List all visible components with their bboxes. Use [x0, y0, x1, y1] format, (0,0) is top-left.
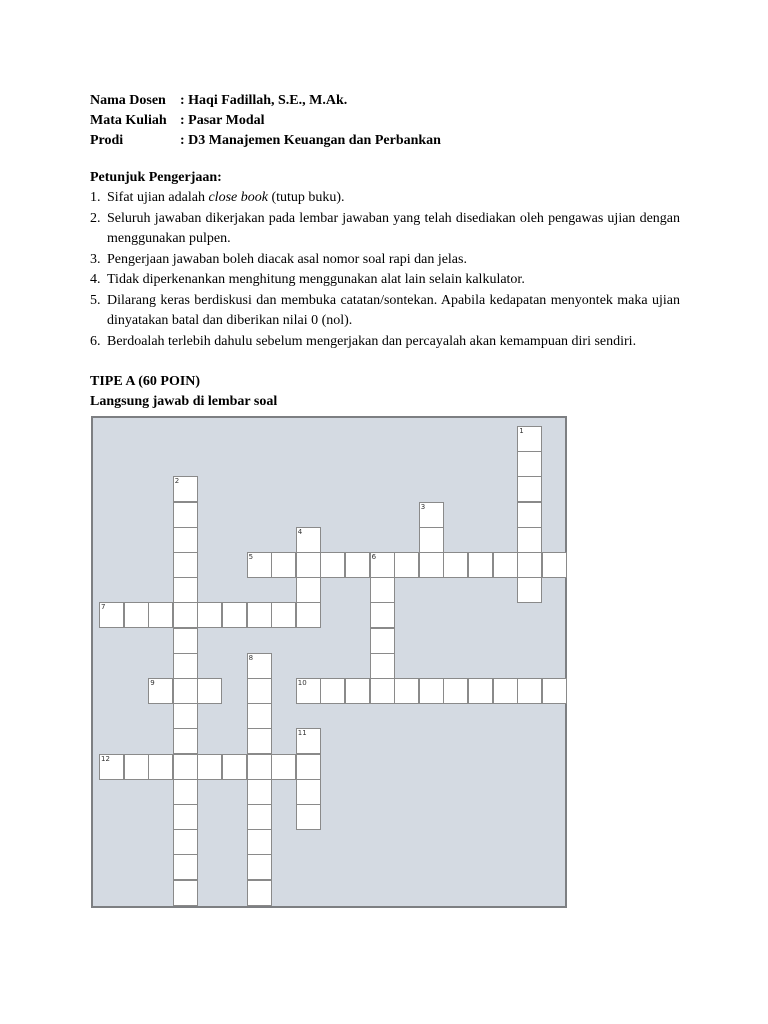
crossword-cell[interactable] — [517, 552, 542, 578]
clue-number: 7 — [101, 603, 106, 612]
crossword-cell[interactable] — [542, 678, 567, 704]
crossword-cell[interactable] — [148, 754, 173, 780]
crossword-cell[interactable] — [493, 678, 518, 704]
crossword-cell[interactable] — [247, 804, 272, 830]
crossword-cell[interactable] — [197, 754, 222, 780]
clue-number: 1 — [519, 427, 524, 435]
crossword-cell[interactable] — [517, 426, 542, 452]
crossword-cell[interactable] — [296, 779, 321, 805]
crossword-cell[interactable] — [247, 602, 272, 628]
crossword-cell[interactable] — [468, 678, 493, 704]
crossword-cell[interactable] — [173, 552, 198, 578]
crossword-cell[interactable] — [271, 552, 296, 578]
info-row-program — [90, 131, 441, 151]
crossword-cell[interactable] — [99, 602, 124, 628]
crossword-cell[interactable] — [517, 527, 542, 553]
instructions-title: Petunjuk Pengerjaan: — [90, 170, 222, 185]
crossword-cell[interactable] — [247, 728, 272, 754]
crossword-cell[interactable] — [296, 552, 321, 578]
crossword-cell[interactable] — [173, 804, 198, 830]
crossword-cell[interactable] — [148, 678, 173, 704]
instructions-list — [90, 188, 680, 352]
instruction-item — [90, 250, 680, 271]
crossword-cell[interactable] — [173, 527, 198, 553]
crossword-cell[interactable] — [296, 577, 321, 603]
crossword-cell[interactable] — [173, 628, 198, 654]
crossword-cell[interactable] — [296, 728, 321, 754]
info-row-lecturer — [90, 91, 441, 111]
crossword-cell[interactable] — [443, 552, 468, 578]
crossword-cell[interactable] — [370, 577, 395, 603]
crossword-cell[interactable] — [247, 653, 272, 679]
clue-number: 4 — [297, 527, 303, 536]
crossword-cell[interactable] — [370, 653, 395, 679]
crossword-cell[interactable] — [320, 678, 345, 704]
instruction-item — [90, 332, 680, 353]
crossword-cell[interactable] — [296, 754, 321, 780]
crossword-cell[interactable] — [247, 552, 272, 578]
clue-number: 9 — [150, 679, 155, 687]
clue-number: 5 — [248, 553, 254, 561]
info-value: : D3 Manajemen Keuangan dan Perbankan — [180, 133, 441, 148]
crossword-cell[interactable] — [222, 754, 247, 780]
crossword-cell[interactable] — [124, 754, 149, 780]
info-value: : Haqi Fadillah, S.E., M.Ak. — [180, 93, 348, 108]
instruction-item — [90, 209, 680, 250]
crossword-cell[interactable] — [173, 703, 198, 729]
crossword-cell[interactable] — [247, 703, 272, 729]
crossword-cell[interactable] — [173, 728, 198, 754]
crossword-cell[interactable] — [345, 552, 370, 578]
crossword-cell[interactable] — [173, 577, 198, 603]
crossword-cell[interactable] — [173, 779, 198, 805]
crossword-cell[interactable] — [271, 602, 296, 628]
crossword-cell[interactable] — [419, 502, 444, 528]
instruction-text — [107, 332, 680, 353]
crossword-cell[interactable] — [370, 602, 395, 628]
instruction-number: 6. — [90, 333, 101, 349]
clue-number: 6 — [371, 553, 377, 561]
crossword-cell[interactable] — [173, 502, 198, 528]
crossword-cell[interactable] — [493, 552, 518, 578]
crossword-cell[interactable] — [296, 804, 321, 830]
instruction-text — [107, 270, 680, 291]
crossword-cell[interactable] — [517, 577, 542, 603]
crossword-cell[interactable] — [296, 678, 321, 704]
crossword-cell[interactable] — [247, 829, 272, 855]
crossword-cell[interactable] — [443, 678, 468, 704]
instruction-item — [90, 270, 680, 291]
instruction-text-emphasis: close book — [208, 190, 268, 205]
instruction-text-main: Pengerjaan jawaban boleh diacak asal nomor soal rapi dan jelas. — [107, 251, 467, 267]
crossword-cell[interactable] — [517, 451, 542, 477]
crossword-grid — [91, 416, 567, 908]
crossword-cell[interactable] — [222, 602, 247, 628]
crossword-cell[interactable] — [419, 678, 444, 704]
clue-number: 2 — [174, 477, 180, 486]
crossword-cell[interactable] — [394, 552, 419, 578]
exam-info — [90, 91, 441, 151]
instruction-number: 2. — [90, 210, 101, 226]
crossword-cell[interactable] — [296, 527, 321, 553]
section-title: TIPE A (60 POIN) — [90, 374, 201, 389]
crossword-cell[interactable] — [370, 678, 395, 704]
crossword-cell[interactable] — [197, 678, 222, 704]
crossword-cell[interactable] — [296, 602, 321, 628]
crossword-cell[interactable] — [247, 854, 272, 880]
instruction-number: 3. — [90, 251, 101, 267]
crossword-cell[interactable] — [468, 552, 493, 578]
info-label: Mata Kuliah — [90, 113, 167, 128]
instruction-number: 1. — [90, 190, 101, 205]
crossword-cell[interactable] — [517, 678, 542, 704]
instruction-text — [107, 188, 680, 209]
crossword-cell[interactable] — [173, 880, 198, 906]
info-value: : Pasar Modal — [180, 113, 265, 128]
instruction-text-end: (tutup buku). — [267, 190, 345, 205]
instruction-item — [90, 291, 680, 332]
crossword-cell[interactable] — [148, 602, 173, 628]
instruction-text — [107, 291, 680, 332]
instruction-text-main: Dilarang keras berdiskusi dan membuka catatan/sontekan. Apabila kedapatan menyontek maka ujian dinyatakan batal dan diberikan nilai 0 (nol). — [107, 292, 680, 328]
instruction-text-main: Tidak diperkenankan menghitung menggunakan alat lain selain kalkulator. — [107, 272, 525, 287]
info-row-course — [90, 111, 441, 131]
crossword-cell[interactable] — [247, 678, 272, 704]
instruction-number: 5. — [90, 292, 101, 308]
info-label: Prodi — [90, 133, 124, 148]
crossword-cell[interactable] — [197, 602, 222, 628]
clue-number: 10 — [297, 679, 307, 687]
crossword-cell[interactable] — [370, 628, 395, 654]
crossword-cell[interactable] — [247, 779, 272, 805]
crossword-cell[interactable] — [124, 602, 149, 628]
clue-number: 3 — [420, 502, 426, 511]
crossword-cell[interactable] — [173, 754, 198, 780]
crossword-cell[interactable] — [345, 678, 370, 704]
crossword-cell[interactable] — [173, 602, 198, 628]
instruction-text-main: Berdoalah terlebih dahulu sebelum mengerjakan dan percayalah akan kemampuan diri sendiri. — [107, 333, 637, 349]
crossword-cell[interactable] — [320, 552, 345, 578]
info-label: Nama Dosen — [90, 93, 166, 108]
instruction-text — [107, 250, 680, 271]
crossword-cell[interactable] — [542, 552, 567, 578]
clue-number: 11 — [297, 729, 307, 738]
instruction-number: 4. — [90, 272, 101, 287]
clue-number: 12 — [101, 754, 110, 763]
crossword-cell[interactable] — [173, 829, 198, 855]
crossword-cell[interactable] — [173, 653, 198, 679]
crossword-cell[interactable] — [517, 476, 542, 502]
instruction-item — [90, 188, 680, 209]
crossword-cell[interactable] — [173, 854, 198, 880]
crossword-cell[interactable] — [271, 754, 296, 780]
crossword-cell[interactable] — [394, 678, 419, 704]
clue-number: 8 — [248, 653, 254, 662]
instruction-text-main: Seluruh jawaban dikerjakan pada lembar jawaban yang telah disediakan oleh pengawas ujian dengan menggunakan pulpen. — [107, 210, 680, 246]
crossword-cell[interactable] — [370, 552, 395, 578]
crossword-cell[interactable] — [419, 527, 444, 553]
crossword-cell[interactable] — [247, 754, 272, 780]
crossword-cell[interactable] — [99, 754, 124, 780]
section-subtitle: Langsung jawab di lembar soal — [90, 394, 278, 409]
crossword-cell[interactable] — [173, 678, 198, 704]
crossword-cell[interactable] — [247, 880, 272, 906]
crossword-cell[interactable] — [517, 502, 542, 528]
crossword-cell[interactable] — [419, 552, 444, 578]
instruction-text-main: Sifat ujian adalah — [107, 190, 209, 205]
instruction-text — [107, 209, 680, 250]
crossword-cell[interactable] — [173, 476, 198, 502]
